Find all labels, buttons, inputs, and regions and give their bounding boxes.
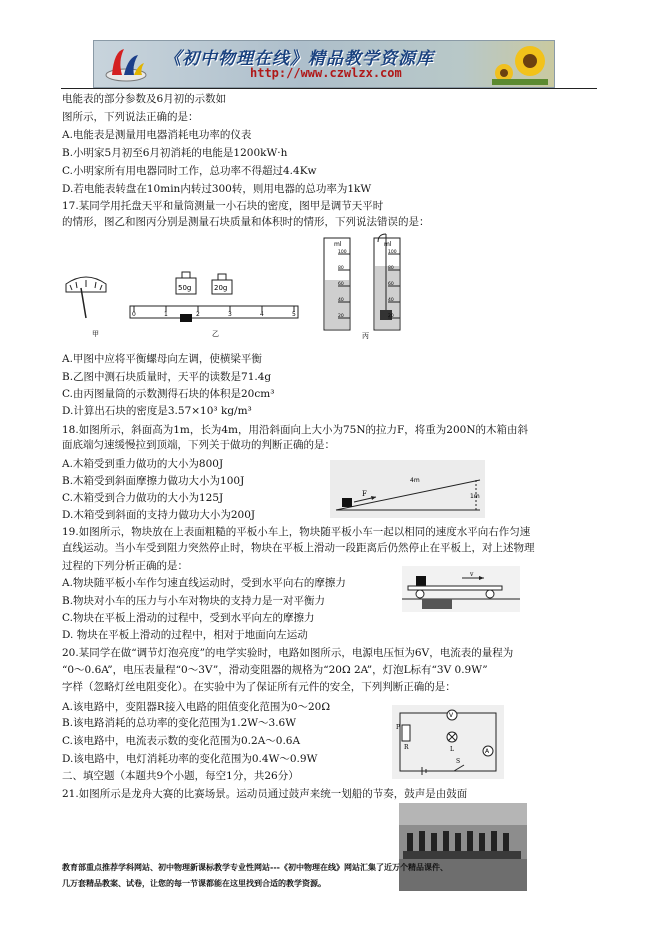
cylinder-tick-label: 60	[388, 282, 394, 287]
incline-length-label: 4m	[410, 477, 420, 484]
banner-title: 《初中物理在线》精品教学资源库	[164, 49, 434, 69]
text-line: 电能表的部分参数及6月初的示数如	[62, 93, 227, 105]
text-line: 字样（忽略灯丝电阻变化）。在实验中为了保证所有元件的安全，下列判断正确的是：	[62, 681, 456, 693]
cart-figure	[402, 566, 520, 612]
cylinder-tick-label: 100	[388, 250, 397, 255]
text-line: C.由丙图量筒的示数测得石块的体积是20cm³	[62, 388, 275, 400]
header-rule	[61, 88, 597, 89]
text-line: 21.如图所示是龙舟大赛的比赛场景。运动员通过鼓声来统一划船的节奏，鼓声是由鼓面	[62, 788, 468, 800]
weight-20g-label: 20g	[214, 284, 228, 292]
text-line: C.该电路中，电流表示数的变化范围为0.2A～0.6A	[62, 735, 301, 747]
banner-url[interactable]: http://www.czwlzx.com	[250, 66, 402, 80]
text-line: A.木箱受到重力做功的大小为800J	[62, 458, 224, 470]
cylinder-tick-label: 20	[388, 314, 394, 319]
circuit-p-label: P	[396, 724, 401, 731]
cylinder-ml-label: ml	[334, 241, 342, 248]
cart-velocity-label: v	[470, 571, 474, 578]
circuit-figure	[392, 705, 504, 779]
footer-line-2: 几万套精品教案、试卷，让您的每一节课都能在这里找到合适的教学资源。	[62, 878, 326, 888]
text-line: D.木箱受到斜面的支持力做功大小为200J	[62, 509, 256, 521]
incline-force-label: F	[362, 490, 367, 498]
cylinder-tick-label: 80	[338, 266, 344, 271]
text-line: B.乙图中测石块质量时，天平的读数是71.4g	[62, 371, 272, 383]
text-line: A.甲图中应将平衡螺母向左调，使横梁平衡	[62, 353, 262, 365]
text-line: C.木箱受到合力做功的大小为125J	[62, 492, 224, 504]
text-line: 图所示，下列说法正确的是：	[62, 111, 199, 123]
cylinder-tick-label: 40	[388, 298, 394, 303]
cylinder-tick-label: 100	[338, 250, 347, 255]
text-line: 二、填空题（本题共9个小题，每空1分，共26分）	[62, 770, 299, 782]
text-line: B.木箱受到斜面摩擦力做功大小为100J	[62, 475, 245, 487]
fig-jia-label: 甲	[92, 330, 99, 338]
fig-bing-label: 丙	[362, 332, 369, 340]
text-line: C.物块在平板上滑动的过程中，受到水平向左的摩擦力	[62, 612, 315, 624]
ruler-tick-label: 3	[228, 311, 232, 318]
text-line: A.物块随平板小车作匀速直线运动时，受到水平向右的摩擦力	[62, 577, 346, 589]
text-line: 18.如图所示，斜面高为1m，长为4m，用沿斜面向上大小为75N的拉力F，将重为200N的木箱由斜	[62, 424, 529, 436]
weight-50g-label: 50g	[178, 284, 192, 292]
text-line: 20.某同学在做“调节灯泡亮度”的电学实验时，电路如图所示，电源电压恒为6V，电流表的量程为	[62, 647, 514, 659]
text-line: B.该电路消耗的总功率的变化范围为1.2W～3.6W	[62, 717, 297, 729]
text-line: C.小明家所有用电器同时工作，总功率不得超过4.4Kw	[62, 165, 317, 177]
density-figures	[62, 232, 462, 340]
text-line: 过程的下列分析正确的是：	[62, 560, 188, 572]
text-line: D.计算出石块的密度是3.57×10³ kg/m³	[62, 405, 252, 417]
incline-height-label: 1m	[470, 493, 480, 500]
circuit-voltmeter-label: V	[449, 712, 454, 719]
text-line: 17.某同学用托盘天平和量筒测量一小石块的密度，图甲是调节天平时	[62, 200, 384, 212]
circuit-lamp-label: L	[450, 746, 454, 753]
fig-yi-label: 乙	[212, 330, 219, 338]
header-banner	[93, 40, 555, 88]
text-line: D.若电能表转盘在10min内转过300转，则用电器的总功率为1kW	[62, 183, 372, 195]
dragon-boat-photo	[399, 803, 527, 891]
circuit-switch-label: S	[456, 758, 461, 765]
cylinder-tick-label: 40	[338, 298, 344, 303]
text-line: A.该电路中，变阻器R接入电路的阻值变化范围为0～20Ω	[62, 701, 331, 713]
text-line: D.该电路中，电灯消耗功率的变化范围为0.4W～0.9W	[62, 753, 318, 765]
text-line: D. 物块在平板上滑动的过程中，相对于地面向左运动	[62, 629, 308, 641]
text-line: “0～0.6A”，电压表量程“0～3V”，滑动变阻器的规格为“20Ω 2A”，灯泡L标有“3V 0.9W”	[62, 664, 488, 676]
cylinder-tick-label: 20	[338, 314, 344, 319]
circuit-r-label: R	[404, 744, 409, 751]
balance-scale-yi	[130, 272, 298, 338]
sunflower-icon	[492, 43, 548, 85]
balance-dial-jia	[66, 277, 106, 338]
text-line: 面底端匀速缓慢拉到顶端，下列关于做功的判断正确的是：	[62, 439, 335, 451]
cylinder-tick-label: 80	[388, 266, 394, 271]
cylinder-tick-label: 60	[338, 282, 344, 287]
ruler-tick-label: 1	[164, 311, 168, 318]
ruler-tick-label: 5	[292, 311, 296, 318]
ruler-tick-label: 2	[196, 311, 200, 318]
incline-figure	[330, 460, 485, 518]
text-line: 的情形，图乙和图丙分别是测量石块质量和体积时的情形，下列说法错误的是：	[62, 216, 430, 228]
measuring-cylinders-bing	[324, 234, 400, 340]
cylinder-ml-label: ml	[384, 241, 392, 248]
text-line: 19.如图所示，物块放在上表面粗糙的平板小车上，物块随平板小车一起以相同的速度水平向右作匀速	[62, 526, 531, 538]
site-logo-icon	[104, 45, 148, 83]
footer-line-1: 教育部重点推荐学科网站、初中物理新课标教学专业性网站---《初中物理在线》网站汇集了近万个精品课件、	[62, 862, 448, 872]
text-line: A.电能表是测量用电器消耗电功率的仪表	[62, 129, 252, 141]
text-line: 直线运动。当小车受到阻力突然停止时，物块在平板上滑动一段距离后仍然停止在平板上，对上述物理	[62, 542, 535, 554]
ruler-tick-label: 0	[132, 311, 136, 318]
ruler-tick-label: 4	[260, 311, 264, 318]
circuit-ammeter-label: A	[485, 748, 490, 755]
text-line: B.物块对小车的压力与小车对物块的支持力是一对平衡力	[62, 595, 326, 607]
text-line: B.小明家5月初至6月初消耗的电能是1200kW·h	[62, 147, 288, 159]
